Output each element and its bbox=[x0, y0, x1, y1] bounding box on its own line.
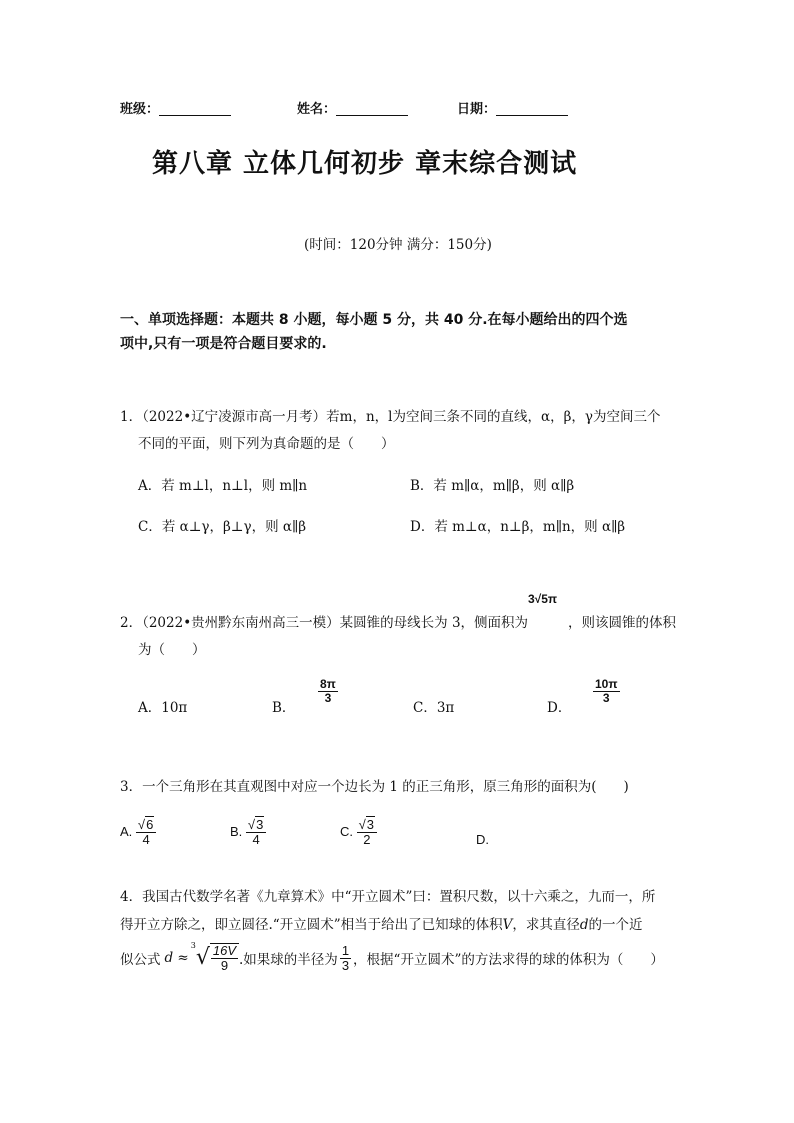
q2-stem-post: ，则该圆锥的体积 bbox=[568, 615, 677, 631]
q2-option-b-num: 8π bbox=[320, 677, 336, 691]
q2-lateral-area: 3√5π bbox=[528, 592, 558, 606]
q4-stem-line1: 4．我国古代数学名著《九章算术》中“开立圆术”曰：置积尺数，以十六乘之，九而一，所 bbox=[120, 889, 656, 905]
class-label: 班级： bbox=[120, 102, 160, 117]
page-title: 第八章 立体几何初步 章末综合测试 bbox=[152, 149, 578, 179]
q3-option-a: A. $\frac{√6}{4}$ bbox=[120, 818, 156, 848]
q3-option-c: C. $\frac{√3}{2}$ bbox=[340, 818, 377, 848]
q3-option-b-num: 3 bbox=[256, 817, 264, 832]
q1-option-a: A．若 m⊥l，n⊥l，则 m∥n bbox=[138, 478, 308, 494]
class-field bbox=[120, 98, 231, 117]
q2-stem-pre: 2．（2022•贵州黔东南州高三一模）某圆锥的母线长为 3，侧面积为 bbox=[120, 615, 529, 631]
q1-stem-line1: 1．（2022•辽宁凌源市高一月考）若m，n，l为空间三条不同的直线，α，β，γ为空间三个 bbox=[120, 409, 661, 425]
q2-option-d-value bbox=[593, 678, 620, 705]
q4-root-index: 3 bbox=[190, 941, 196, 950]
section-heading-line1: 一、单项选择题：本题共 8 小题，每小题 5 分，共 40 分.在每小题给出的四个选 bbox=[120, 312, 628, 328]
q2-stem-line2: 为（ ） bbox=[138, 642, 206, 658]
q4-stem-line2: 得开立方除之，即立圆径.“开立圆术”相当于给出了已知球的体积V，求其直径d的一个近 bbox=[120, 917, 643, 933]
q2-option-c: C．3π bbox=[413, 700, 455, 716]
date-blank bbox=[496, 115, 568, 116]
q3-option-b: B. $\frac{√3}{4}$ bbox=[230, 818, 266, 848]
q2-option-b-den: 3 bbox=[324, 691, 332, 706]
q2-option-d-num: 10π bbox=[595, 677, 618, 691]
q4-radius-den: 3 bbox=[341, 957, 350, 973]
q1-option-c: C．若 α⊥γ，β⊥γ，则 α∥β bbox=[138, 519, 307, 535]
exam-info: (时间：120分钟 满分：150分) bbox=[304, 237, 492, 253]
name-label: 姓名： bbox=[297, 102, 337, 117]
q2-option-d-den: 3 bbox=[602, 691, 610, 706]
q4-radius-num: 1 bbox=[341, 942, 350, 958]
q4-formula-root: 3 √ $\frac{16V}{9}$ bbox=[191, 943, 239, 974]
q4-formula-num: 16V bbox=[212, 943, 237, 958]
name-blank bbox=[336, 115, 408, 116]
q4-formula-den: 9 bbox=[220, 958, 229, 974]
q4-stem-line3: 似公式 d ≈ 3 √ $\frac{16V}{9}$ .如果球的半径为 $\frac{1}{3}$ ，根据“开立圆术”的方法求得的球的体积为（ ） bbox=[120, 941, 664, 974]
q4-volume-symbol: V bbox=[502, 917, 513, 933]
q1-option-d: D．若 m⊥α，n⊥β，m∥n，则 α∥β bbox=[410, 519, 626, 535]
q2-option-b-label: B． bbox=[272, 700, 296, 716]
q2-stem-line1 bbox=[120, 611, 676, 631]
name-field bbox=[297, 98, 408, 117]
q1-stem-line2: 不同的平面，则下列为真命题的是（ ） bbox=[138, 436, 395, 452]
section-heading-line2: 项中,只有一项是符合题目要求的. bbox=[120, 336, 327, 352]
q3-option-a-den: 4 bbox=[142, 832, 150, 848]
q4-formula-lhs: d ≈ bbox=[164, 950, 189, 967]
q3-option-c-den: 2 bbox=[363, 832, 371, 848]
q2-option-d-label: D． bbox=[547, 700, 572, 716]
q3-option-c-num: 3 bbox=[366, 817, 374, 832]
date-label: 日期： bbox=[457, 102, 497, 117]
q3-option-a-num: 6 bbox=[146, 817, 154, 832]
q3-option-d: D. bbox=[476, 832, 489, 847]
q3-stem: 3．一个三角形在其直观图中对应一个边长为 1 的正三角形，原三角形的面积为( ) bbox=[120, 779, 629, 795]
q3-option-b-den: 4 bbox=[252, 832, 260, 848]
q4-diameter-symbol: d bbox=[579, 917, 589, 933]
q2-option-b-value bbox=[318, 678, 338, 705]
q2-option-a: A．10π bbox=[138, 700, 188, 716]
date-field bbox=[457, 98, 568, 117]
q1-option-b: B．若 m∥α，m∥β，则 α∥β bbox=[410, 478, 575, 494]
class-blank bbox=[159, 115, 231, 116]
